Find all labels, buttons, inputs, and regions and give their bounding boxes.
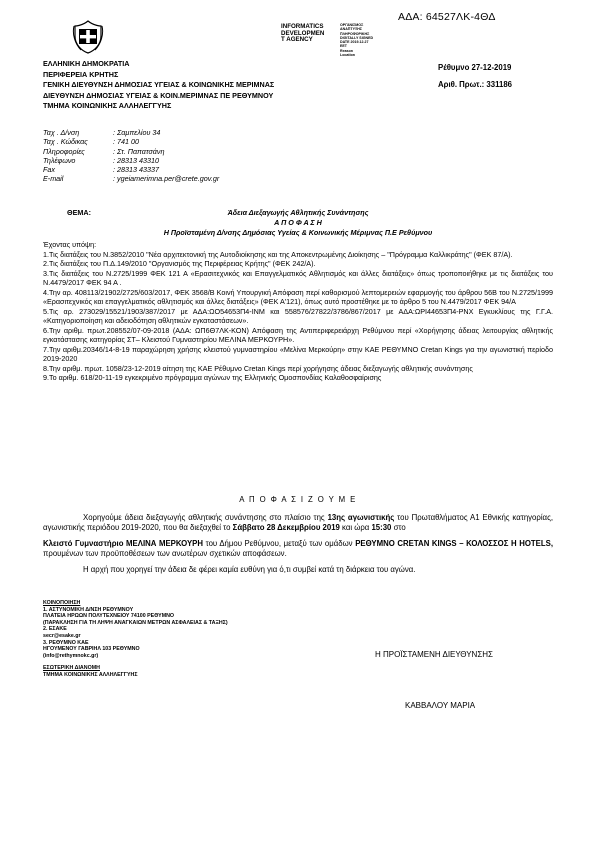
list-item: 9.Το αριθμ. 618/20-11-19 εγκεκριμένο πρόγραμμα αγώνων της Ελληνικής Ομοσπονδίας Καλαθοσφαίρισης — [43, 373, 382, 382]
decision-paragraph: Η αρχή που χορηγεί την άδεια δε φέρει καμία ευθύνη για ό,τι συμβεί κατά τη διάρκεια του αγώνα. — [83, 565, 416, 574]
stamp-line: INFORMATICS — [281, 23, 324, 30]
contact-row — [43, 174, 219, 183]
org-line: ΔΙΕΥΘΥΝΣΗ ΔΗΜΟΣΙΑΣ ΥΓΕΙΑΣ & ΚΟΙΝ.ΜΕΡΙΜΝΑΣ ΠΕ ΡΕΘΥΜΝΟΥ — [43, 90, 274, 100]
signature-stamp — [281, 24, 324, 44]
decision-text: του Δήμου Ρεθύμνου, μεταξύ των ομάδων — [203, 539, 356, 548]
list-item: 1. ΑΣΤΥΝΟΜΙΚΗ Δ/ΝΣΗ ΡΕΘΥΜΝΟΥ — [43, 606, 134, 613]
stamp-detail-line: DATE 2019.12.27 — [340, 40, 369, 45]
stamp-detail-line: Reason — [340, 48, 353, 53]
stamp-detail-line: ΟΡΓΑΝΙΣΜΟΣ — [340, 23, 364, 27]
contact-row — [43, 165, 219, 174]
list-item: 1.Τις διατάξεις του Ν.3852/2010 "Νέα αρχιτεκτονική της Αυτοδιοίκησης και της Αποκεντρωμένης Διοίκησης – "Πρόγραμμα Καλλικράτης" (ΦΕΚ 87/Α). — [43, 249, 513, 259]
contact-label: Ταχ . Δ/νση — [43, 128, 80, 137]
decision-text: και ώρα — [339, 523, 372, 532]
considering-list — [43, 240, 553, 383]
contact-label: Ταχ . Κώδικας — [43, 137, 88, 147]
decision-heading: Α Π Ο Φ Α Σ Η — [274, 218, 322, 227]
contact-label: Πληροφορίες — [43, 146, 85, 156]
list-item: 5.Τις αρ. 273029/15521/1903/387/2017 με ΑΔΑ:ΩΟ54653Π4-ΙΝΜ και 558576/27822/3786/867/2017 με ΑΔΑ:ΩΡΙ44653Π4-ΡΝΧ Εγκυκλίους της Γ.Γ.Α. «Κατηγοριοποίηση και αδειοδότηση αθλητικών εγκαταστάσεων». — [43, 306, 553, 325]
stamp-line: T AGENCY — [281, 36, 313, 44]
list-item: 3.Τις διατάξεις του Ν.2725/1999 ΦΕΚ 121 Α «Ερασιτεχνικός και Επαγγελματικός Αθλητισμός και άλλες διατάξεις» όπως τροποποιήθηκε με τις διατάξεις του Ν.4479/2017 ΦΕΚ 94 Α . — [43, 268, 553, 287]
stamp-detail-line: Location — [340, 53, 355, 58]
decision-paragraph — [43, 539, 553, 559]
list-item: 7.Την αριθμ.20346/14-8-19 παραχώρηση χρήσης κλειστού γυμναστηρίου «Μελίνα Μερκούρη» στην ΚΑΕ ΡΕΘΥΜΝΟ Cretan Kings για την αγωνιστική περίοδο 2019-2020 — [43, 344, 553, 363]
list-item: 2. ΕΣΑΚΕ — [43, 626, 67, 633]
ada-code: ΑΔΑ: 64527ΛΚ-4ΘΔ — [398, 11, 496, 23]
decision-block — [43, 495, 553, 581]
contact-value: : Στ. Παπατσάνη — [113, 146, 165, 156]
signatory-title: Η ΠΡΟΪΣΤΑΜΕΝΗ ΔΙΕΥΘΥΝΣΗΣ — [375, 650, 494, 659]
distribution-heading: ΚΟΙΝΟΠΟΙΗΣΗ — [43, 600, 81, 606]
stamp-detail-line: ΠΛΗΡΟΦΟΡΙΚΗΣ — [340, 31, 370, 36]
contact-label: E-mail — [43, 174, 64, 184]
contact-row — [43, 147, 219, 156]
list-item: 8.Την αριθμ. πρωτ. 1058/23-12-2019 αίτηση της ΚΑΕ Ρέθυμνο Cretan Kings περί χορήγησης άδειας διεξαγωγής αθλητικής συνάντησης — [43, 363, 473, 373]
list-item: 4.Την αρ. 408113/21902/2725/603/2017, ΦΕΚ 3568/Β Κοινή Υπουργική Απόφαση περί καθορισμού λεπτομερειών εφαρμογής του άρθρου 56Β του Ν.2725/1999 «Ερασιτεχνικός και επαγγελματικός αθλητισμός και άλλες διατάξεις» (ΦΕΚ Α'121), όπως αυτό προστέθηκε με το άρθρο 5 του Ν.4479/2017 ΦΕΚ 94/Α — [43, 287, 553, 306]
list-item: 3. ΡΕΘΥΜΝΟ ΚΑΕ — [43, 639, 89, 646]
contact-value: : 741 00 — [113, 137, 139, 147]
signatory-name: ΚΑΒΒΑΛΟΥ ΜΑΡΙΑ — [405, 701, 476, 710]
decision-round: 13ης αγωνιστικής — [327, 513, 395, 522]
list-item: ΗΓΟΥΜΕΝΟΥ ΓΑΒΡΙΗΛ 103 ΡΕΘΥΜΝΟ — [43, 646, 140, 653]
contact-value: : Σαμπελίου 34 — [113, 128, 161, 137]
org-line: ΠΕΡΙΦΕΡΕΙΑ ΚΡΗΤΗΣ — [43, 69, 119, 79]
subject-title: Άδεια Διεξαγωγής Αθλητικής Συνάντησης — [227, 208, 369, 217]
contact-label: Fax — [43, 165, 55, 175]
list-item: 6.Την αριθμ. πρωτ.208552/07-09-2018 (ΑΔΑ: ΩΠ6Θ7ΛΚ-ΚΟΝ) Απόφαση της Αντιπεριφερειάρχη Ρεθύμνου περί «Χορήγησης άδειας λειτουργίας αθλητικής εγκατάστασης κατηγορίας ΣΤ– Κλειστού Γυμναστηρίου ΜΕΛΙΝΑ ΜΕΡΚΟΥΡΗ». — [43, 325, 553, 344]
decision-venue: Κλειστό Γυμναστήριο ΜΕΛΙΝΑ ΜΕΡΚΟΥΡΗ — [43, 539, 204, 548]
decision-text: Χορηγούμε άδεια διεξαγωγής αθλητικής συνάντησης στο πλαίσιο της — [83, 513, 328, 522]
decision-title: Α Π Ο Φ Α Σ Ι Ζ Ο Υ Μ Ε — [239, 495, 357, 504]
list-item: ΠΛΑΤΕΙΑ ΗΡΩΩΝ ΠΟΛΥΤΕΧΝΕΙΟΥ 74100 ΡΕΘΥΜΝΟ — [43, 613, 175, 620]
decision-time: 15:30 — [371, 523, 392, 532]
list-item: (info@rethymnokc.gr) — [43, 652, 99, 659]
contact-label: Τηλέφωνο — [43, 155, 76, 165]
contact-row — [43, 128, 219, 137]
signature-stamp-details — [340, 23, 400, 57]
contact-row — [43, 137, 219, 146]
subject-label: ΘΕΜΑ: — [67, 208, 91, 217]
stamp-line: DEVELOPMEN — [281, 29, 325, 37]
decision-paragraph — [43, 513, 553, 533]
stamp-detail-line: EET — [340, 44, 347, 49]
list-item: 2.Τις διατάξεις του Π.Δ.149/2010 "Οργανισμός της Περιφέρειας Κρήτης" (ΦΕΚ 242/Α). — [43, 259, 316, 268]
list-item: (ΠΑΡΑΚΛΗΣΗ ΓΙΑ ΤΗ ΛΗΨΗ ΑΝΑΓΚΑΙΩΝ ΜΕΤΡΩΝ ΑΣΦΑΛΕΙΑΣ & ΤΑΞΗΣ) — [43, 619, 228, 626]
contact-value: : 28313 43337 — [113, 165, 159, 175]
distribution-list — [43, 600, 243, 679]
contact-value: : 28313 43310 — [113, 155, 159, 165]
list-item: secr@esake.gr — [43, 632, 81, 639]
org-line: ΤΜΗΜΑ ΚΟΙΝΩΝΙΚΗΣ ΑΛΛΗΛΕΓΓΥΗΣ — [43, 101, 172, 111]
protocol-number: Αριθ. Πρωτ.: 331186 — [438, 80, 512, 89]
decision-text: στο — [391, 523, 406, 532]
decision-text: προυμένων των προϋποθέσεων των ανωτέρων σχετικών αποφάσεων. — [43, 549, 287, 558]
list-item: ΤΜΗΜΑ ΚΟΙΝΩΝΙΚΗΣ ΑΛΛΗΛΕΓΓΥΗΣ — [43, 671, 138, 678]
document-date: Ρέθυμνο 27-12-2019 — [438, 63, 512, 72]
date-protocol-block — [438, 59, 512, 93]
contact-row — [43, 156, 219, 165]
considering-heading: Έχοντας υπόψη: — [43, 240, 97, 249]
decision-text: του Πρωταθλήματος Α1 Εθνικής κατηγορίας, αγωνιστικής περιόδου 2019-2020, που θα διεξαχθεί το — [43, 513, 553, 532]
contact-details — [43, 128, 219, 184]
issuing-office: Η Προϊσταμένη Δ/νσης Δημόσιας Υγείας & Κοινωνικής Μέριμνας Π.Ε Ρεθύμνου — [163, 228, 433, 237]
contact-value: : ygeiamerimna.per@crete.gov.gr — [113, 174, 220, 184]
organization-header — [43, 59, 343, 112]
org-line: ΓΕΝΙΚΗ ΔΙΕΥΘΥΝΣΗ ΔΗΜΟΣΙΑΣ ΥΓΕΙΑΣ & ΚΟΙΝΩΝΙΚΗΣ ΜΕΡΙΜΝΑΣ — [43, 80, 275, 90]
greek-coat-of-arms-icon — [72, 20, 104, 54]
decision-date: Σάββατο 28 Δεκεμβρίου 2019 — [232, 523, 340, 532]
stamp-detail-line: DIGITALLY SIGNED — [340, 35, 374, 40]
internal-distribution-heading: ΕΣΩΤΕΡΙΚΗ ΔΙΑΝΟΜΗ — [43, 665, 100, 672]
stamp-detail-line: ΑΝΑΠΤΥΞΗΣ — [340, 27, 363, 32]
decision-teams: ΡΕΘΥΜΝΟ CRETAN KINGS – ΚΟΛΟΣΣΟΣ Η HOTELS, — [355, 539, 554, 548]
org-line: ΕΛΛΗΝΙΚΗ ΔΗΜΟΚΡΑΤΙΑ — [43, 59, 130, 68]
